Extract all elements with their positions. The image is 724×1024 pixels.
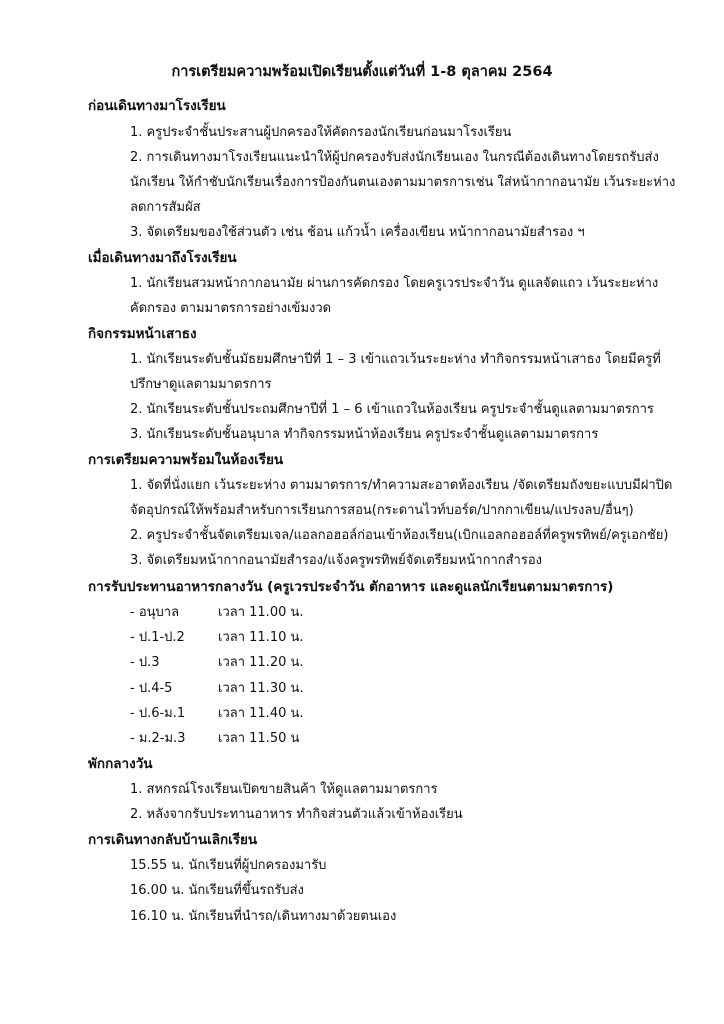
flag-line-3: 3. นักเรียนระดับชั้นอนุบาล ทำกิจกรรมหน้าห้องเรียน ครูประจำชั้นดูแลตามมาตรการ [130,427,599,442]
lunch-row [130,727,299,748]
heading-flag-activity: กิจกรรมหน้าเสาธง [88,326,197,342]
lunch-level: - ป.6-ม.1 [130,706,186,721]
going-home-line-2: 16.00 น. นักเรียนที่ขึ้นรถรับส่ง [130,883,304,898]
lunch-row [130,626,304,647]
lunch-time: เวลา 11.20 น. [218,655,304,670]
flag-line-1-cont: ปรึกษาดูแลตามมาตรการ [130,377,272,392]
heading-lunch-break: พักกลางวัน [88,756,153,772]
break-line-1: 1. สหกรณ์โรงเรียนเปิดขายสินค้า ให้ดูแลตามมาตรการ [130,782,438,797]
going-home-line-1: 15.55 น. นักเรียนที่ผู้ปกครองมารับ [130,858,327,873]
flag-line-2: 2. นักเรียนระดับชั้นประถมศึกษาปีที่ 1 – 6 เข้าแถวในห้องเรียน ครูประจำชั้นดูแลตามมาตรการ [130,402,654,417]
before-school-line-3: 3. จัดเตรียมของใช้ส่วนตัว เช่น ช้อน แก้วน้ำ เครื่องเขียน หน้ากากอนามัยสำรอง ฯ [130,225,585,240]
going-home-line-3: 16.10 น. นักเรียนที่นำรถ/เดินทางมาด้วยตนเอง [130,909,397,924]
heading-classroom: การเตรียมความพร้อมในห้องเรียน [88,452,284,468]
lunch-time: เวลา 11.50 น [218,731,300,746]
classroom-line-1: 1. จัดที่นั่งแยก เว้นระยะห่าง ตามมาตรการ/ทำความสะอาดห้องเรียน /จัดเตรียมถังขยะแบบมีฝาปิด [130,478,673,493]
before-school-line-1: 1. ครูประจำชั้นประสานผู้ปกครองให้คัดกรองนักเรียนก่อนมาโรงเรียน [130,125,512,140]
heading-before-school: ก่อนเดินทางมาโรงเรียน [88,98,226,114]
before-school-line-2-cont: นักเรียน ให้กำชับนักเรียนเรื่องการป้องกันตนเองตามมาตรการเช่น ใส่หน้ากากอนามัย เว้นระยะห่าง [130,175,676,190]
lunch-time: เวลา 11.10 น. [218,630,304,645]
lunch-row [130,702,304,723]
lunch-row [130,677,304,698]
arrival-line-1-cont: คัดกรอง ตามมาตรการอย่างเข้มงวด [130,301,332,316]
lunch-time: เวลา 11.40 น. [218,706,304,721]
lunch-row [130,601,304,622]
lunch-level: - อนุบาล [130,605,180,620]
lunch-level: - ป.3 [130,655,160,670]
lunch-time: เวลา 11.30 น. [218,681,304,696]
before-school-line-2: 2. การเดินทางมาโรงเรียนแนะนำให้ผู้ปกครองรับส่งนักเรียนเอง ในกรณีต้องเดินทางโดยรถรับส่ง [130,150,659,165]
lunch-level: - ป.1-ป.2 [130,630,185,645]
classroom-line-2: 2. ครูประจำชั้นจัดเตรียมเจล/แอลกอฮอล์ก่อนเข้าห้องเรียน(เบิกแอลกอฮอล์ที่ครูพรทิพย์/ครูเอกชัย) [130,528,669,543]
lunch-level: - ป.4-5 [130,681,173,696]
flag-line-1: 1. นักเรียนระดับชั้นมัธยมศึกษาปีที่ 1 – 3 เข้าแถวเว้นระยะห่าง ทำกิจกรรมหน้าเสาธง โดยมีครูที่ [130,352,661,367]
lunch-time: เวลา 11.00 น. [218,605,304,620]
heading-going-home: การเดินทางกลับบ้านเลิกเรียน [88,832,258,848]
heading-arrival: เมื่อเดินทางมาถึงโรงเรียน [88,250,237,266]
lunch-level: - ม.2-ม.3 [130,731,186,746]
heading-lunch: การรับประทานอาหารกลางวัน (ครูเวรประจำวัน ตักอาหาร และดูแลนักเรียนตามมาตรการ) [88,579,614,595]
arrival-line-1: 1. นักเรียนสวมหน้ากากอนามัย ผ่านการคัดกรอง โดยครูเวรประจำวัน ดูแลจัดแถว เว้นระยะห่าง [130,276,659,291]
before-school-line-2-cont-b: ลดการสัมผัส [130,200,201,215]
classroom-line-3: 3. จัดเตรียมหน้ากากอนามัยสำรอง/แจ้งครูพรทิพย์จัดเตรียมหน้ากากสำรอง [130,553,542,568]
lunch-row [130,651,304,672]
page-title: การเตรียมความพร้อมเปิดเรียนตั้งแต่วันที่ 1-8 ตุลาคม 2564 [171,64,553,80]
classroom-line-1-cont: จัดอุปกรณ์ให้พร้อมสำหรับการเรียนการสอน(กระดานไวท์บอร์ด/ปากกาเขียน/แปรงลบ/อื่นๆ) [130,503,634,518]
break-line-2: 2. หลังจากรับประทานอาหาร ทำกิจส่วนตัวแล้วเข้าห้องเรียน [130,807,463,822]
